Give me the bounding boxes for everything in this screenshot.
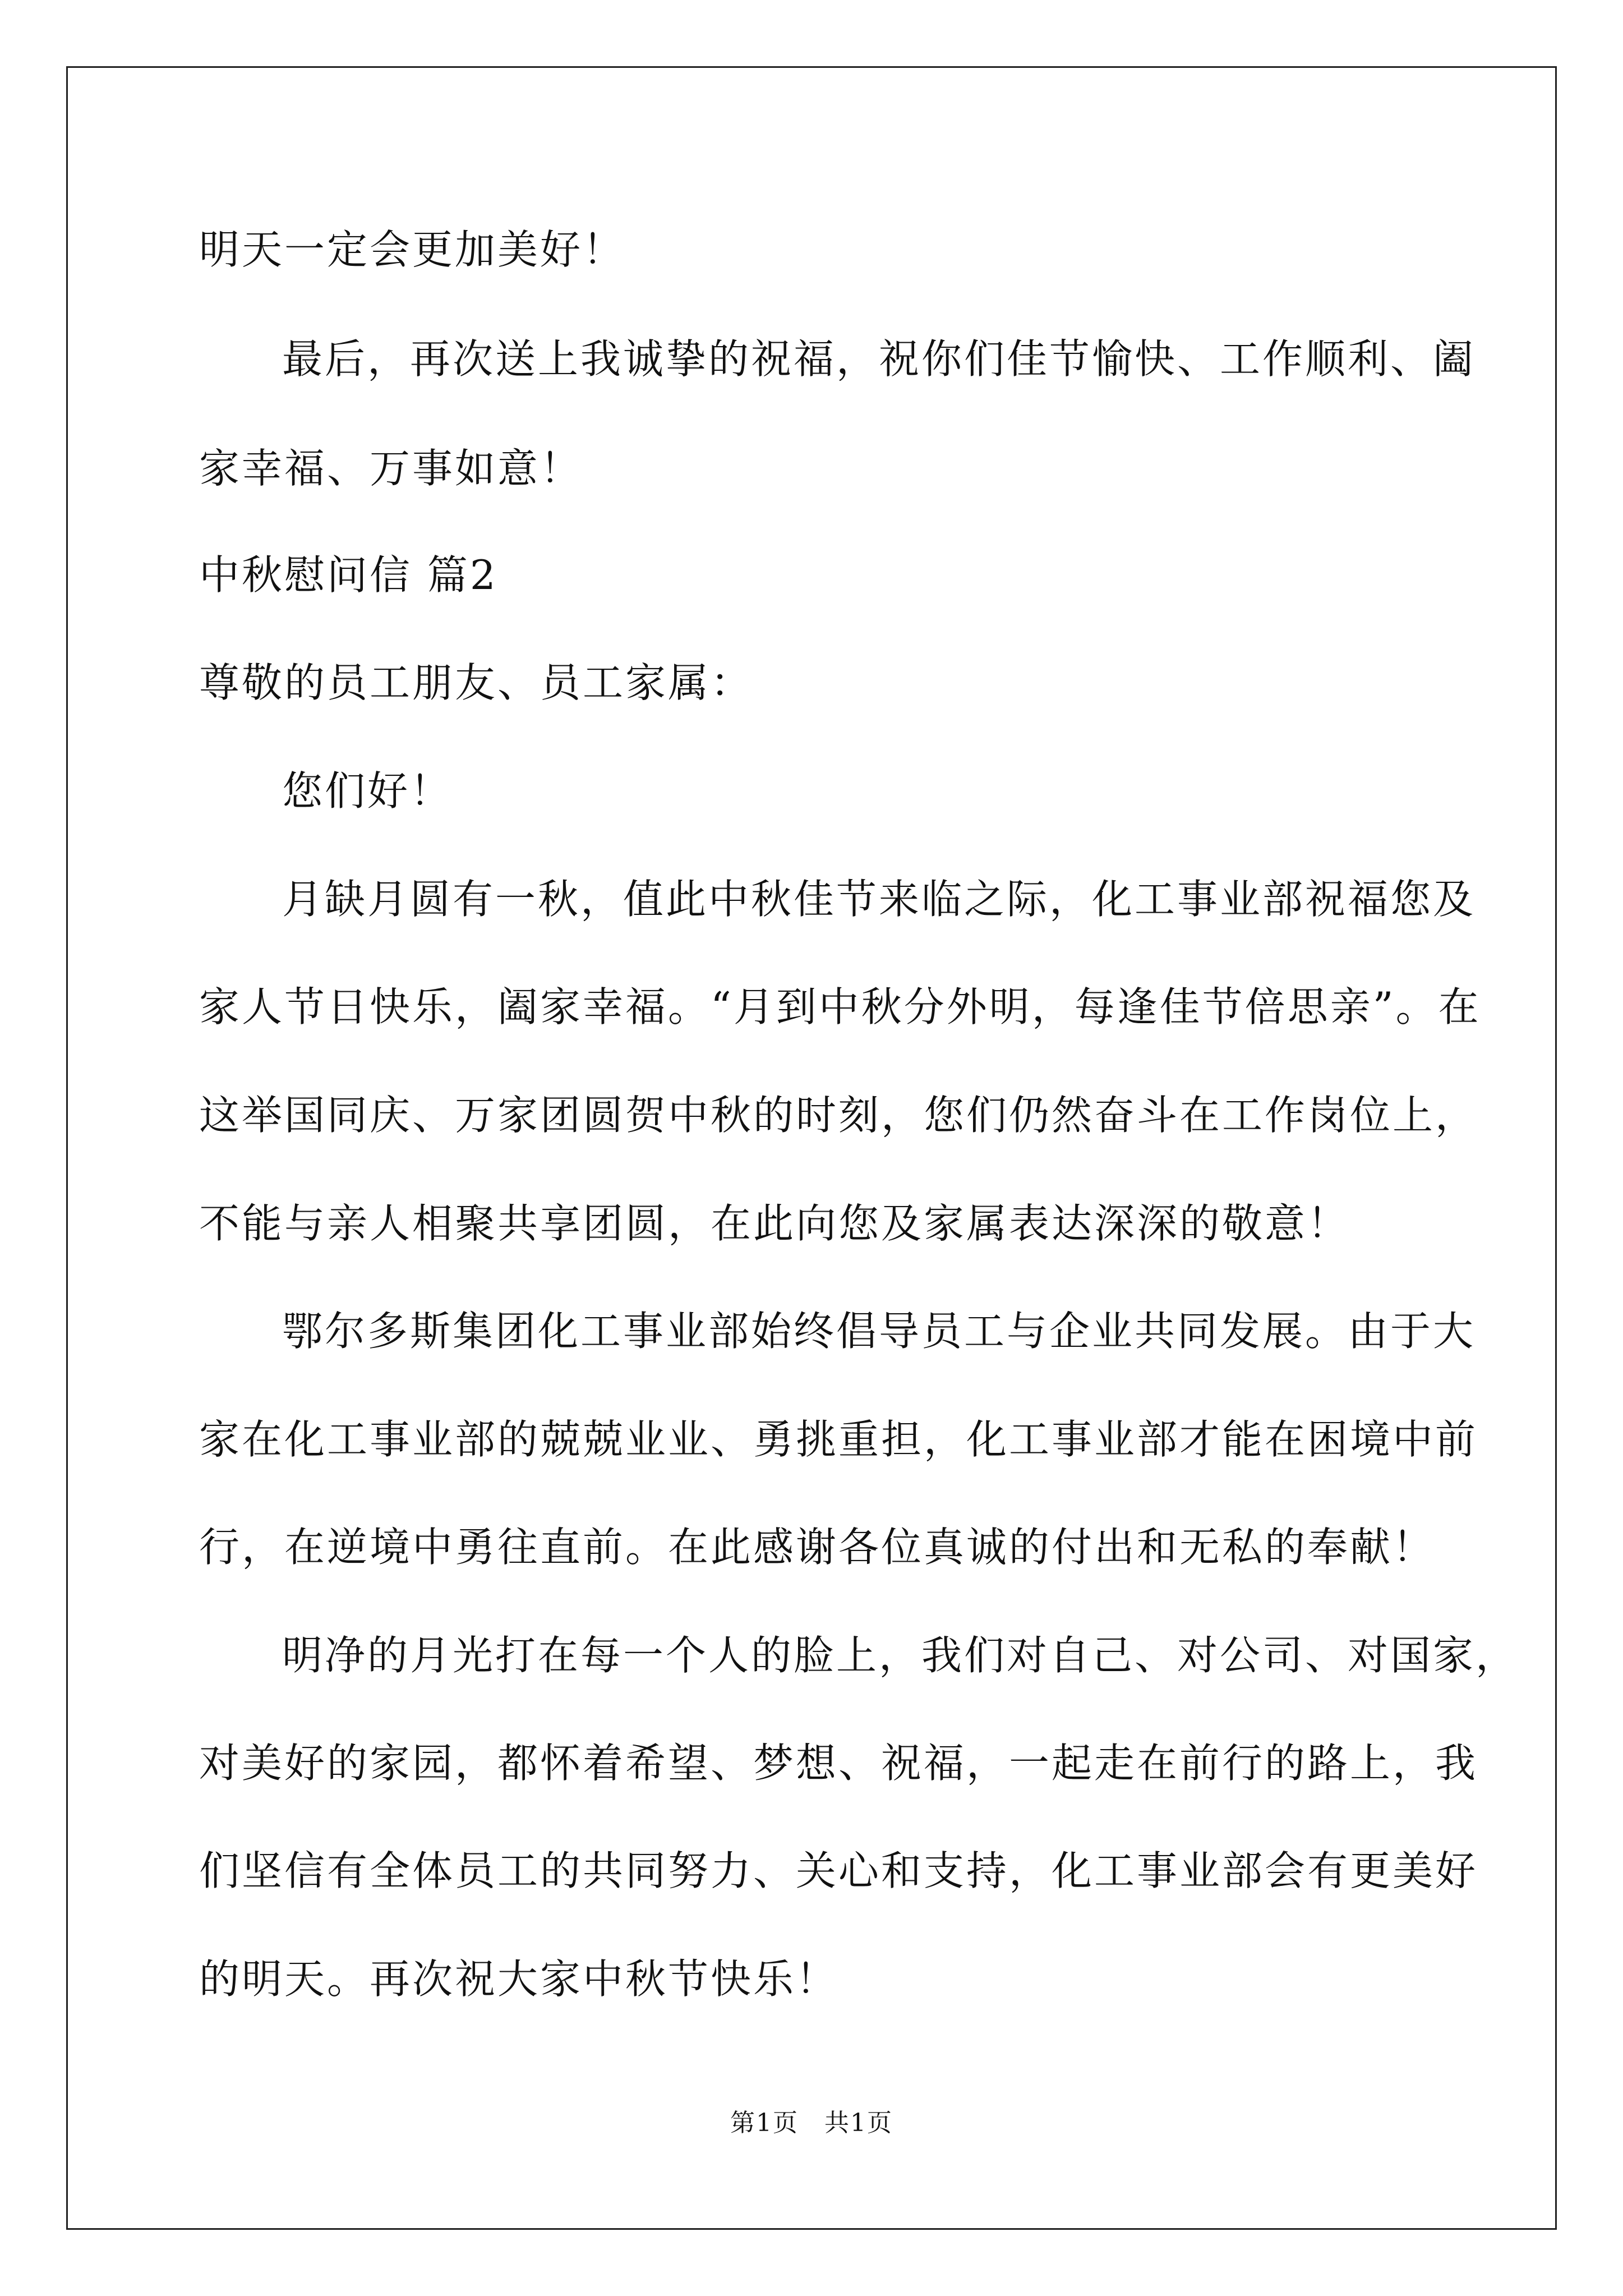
- paragraph-line: 月缺月圆有一秋，值此中秋佳节来临之际，化工事业部祝福您及: [282, 876, 1476, 923]
- text-line: 对美好的家园，都怀着希望、梦想、祝福，一起走在前行的路上，我: [199, 1740, 1478, 1787]
- section-heading: 中秋慰问信 篇2: [199, 551, 498, 599]
- text-line: 明天一定会更加美好！: [199, 226, 626, 273]
- text-line: 行，在逆境中勇往直前。在此感谢各位真诚的付出和无私的奉献！: [199, 1524, 1436, 1571]
- page-border: [66, 66, 1557, 2230]
- page-number-footer: 第1页 共1页: [730, 2109, 893, 2137]
- text-line: 不能与亲人相聚共享团圆，在此向您及家属表达深深的敬意！: [199, 1200, 1350, 1247]
- text-line: 家幸福、万事如意！: [199, 445, 583, 492]
- salutation: 尊敬的员工朋友、员工家属：: [199, 659, 754, 706]
- text-line: 这举国同庆、万家团圆贺中秋的时刻，您们仍然奋斗在工作岗位上，: [199, 1092, 1478, 1139]
- paragraph-line: 明净的月光打在每一个人的脸上，我们对自己、对公司、对国家，: [282, 1632, 1519, 1679]
- paragraph-line: 最后，再次送上我诚挚的祝福，祝你们佳节愉快、工作顺利、阖: [282, 335, 1476, 383]
- greeting: 您们好！: [282, 767, 453, 815]
- text-line: 的明天。再次祝大家中秋节快乐！: [199, 1955, 839, 2003]
- text-line: 家在化工事业部的兢兢业业、勇挑重担，化工事业部才能在困境中前: [199, 1416, 1478, 1463]
- text-line: 们坚信有全体员工的共同努力、关心和支持，化工事业部会有更美好: [199, 1847, 1478, 1894]
- text-line: 家人节日快乐，阖家幸福。“月到中秋分外明，每逢佳节倍思亲”。在: [199, 983, 1481, 1030]
- paragraph-line: 鄂尔多斯集团化工事业部始终倡导员工与企业共同发展。由于大: [282, 1308, 1476, 1355]
